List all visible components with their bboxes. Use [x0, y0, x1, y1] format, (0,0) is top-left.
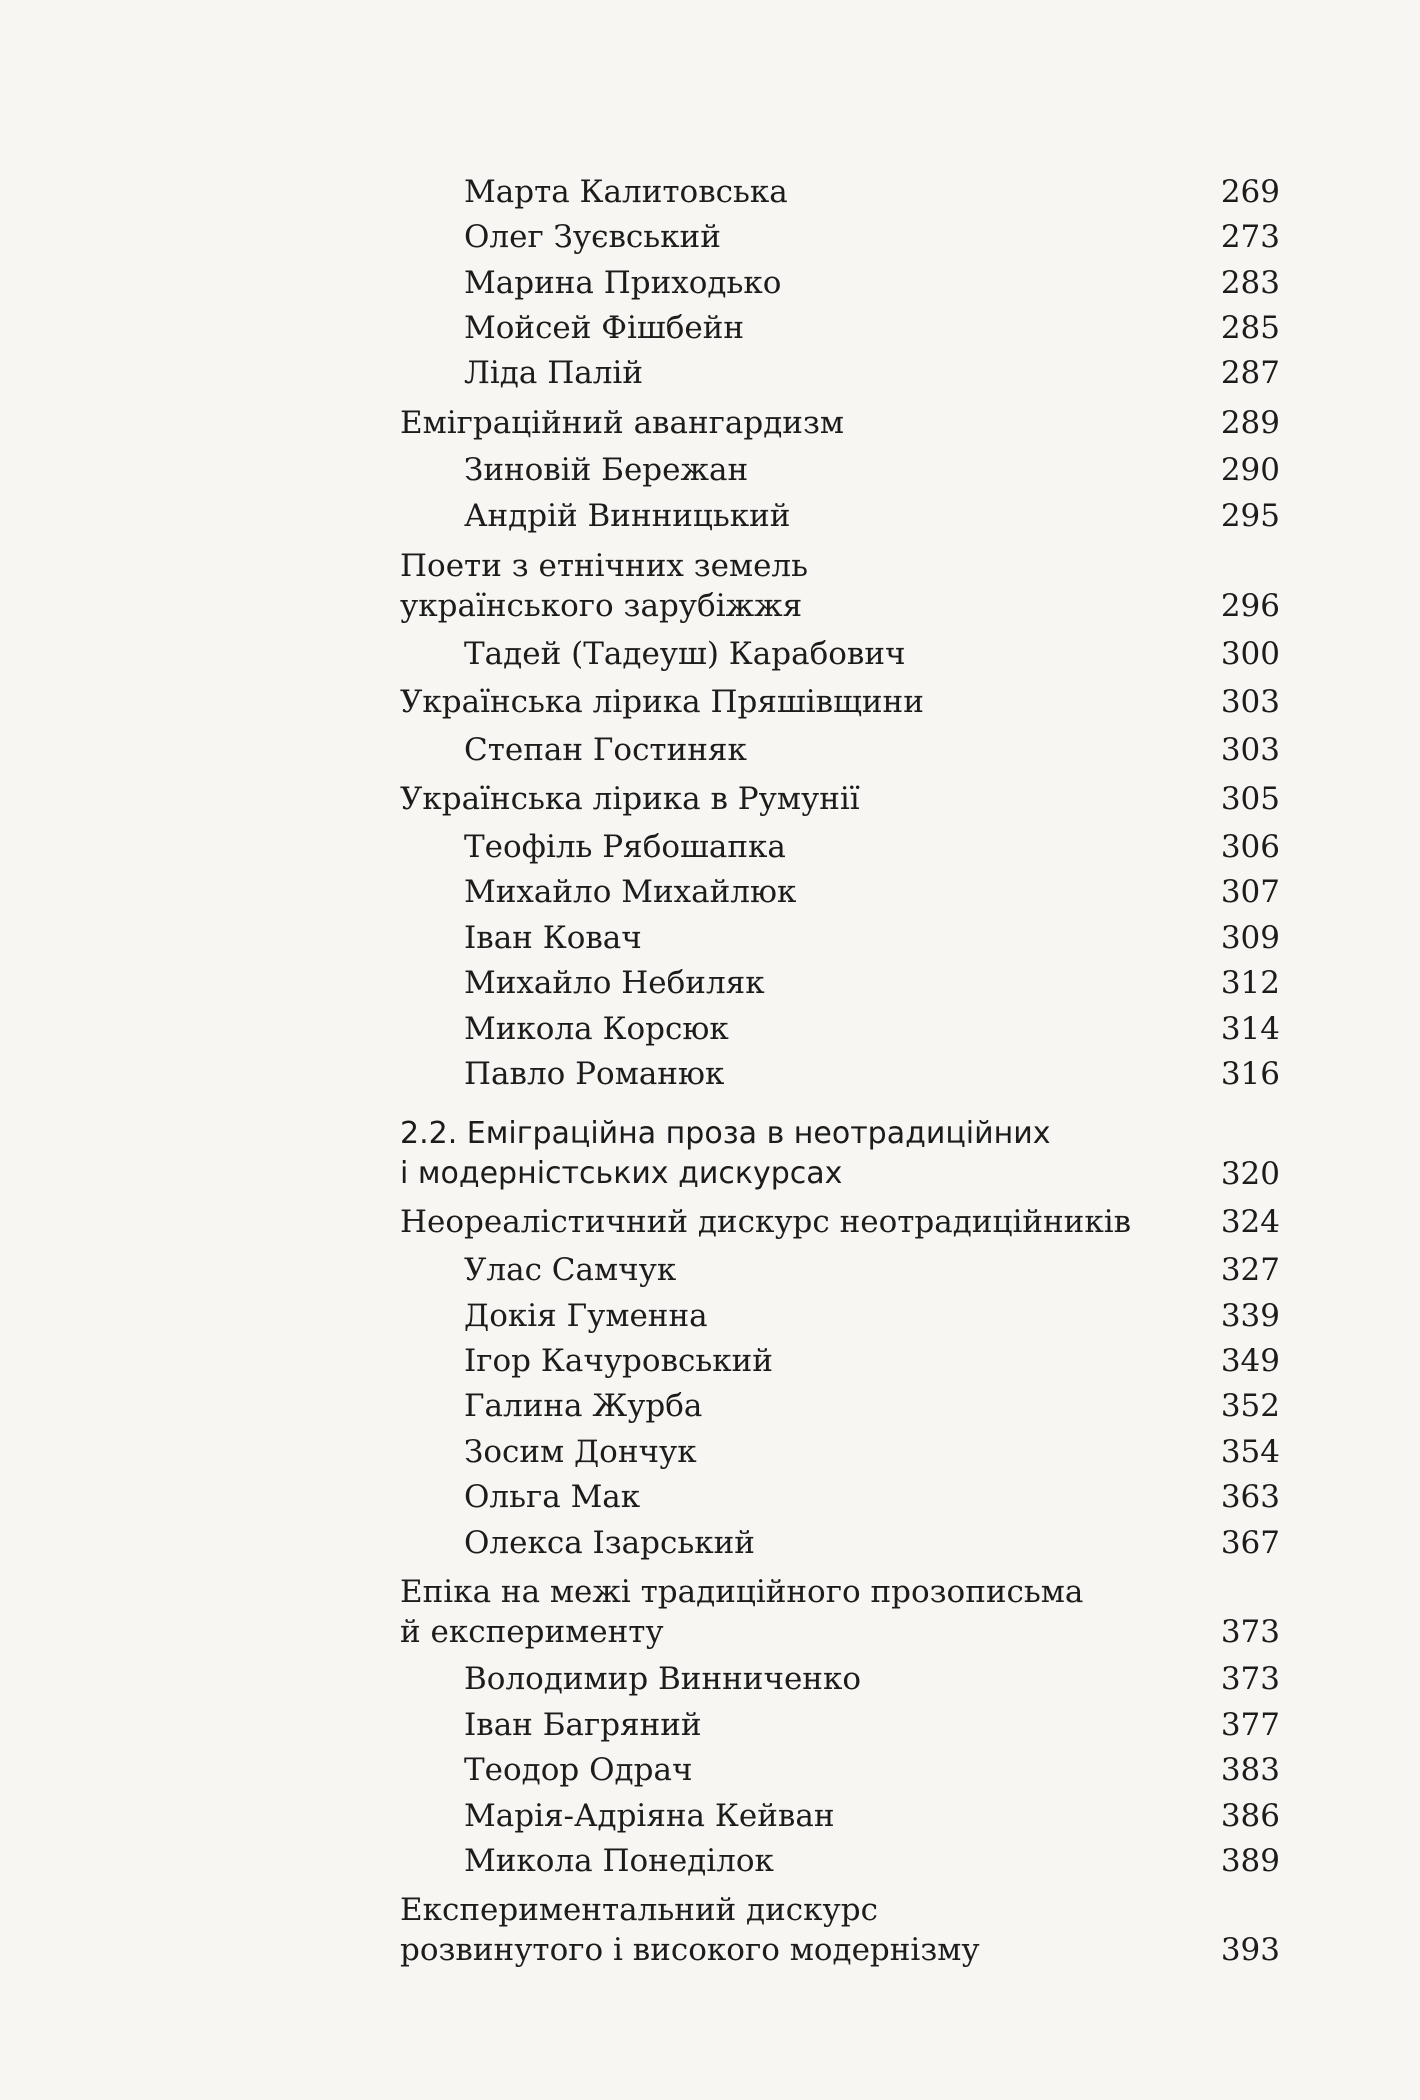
toc-entry-title: Ігор Качуровський [464, 1343, 773, 1379]
toc-entry-title: Марія-Адріяна Кейван [464, 1798, 835, 1834]
toc-entry-page: 373 [1220, 1661, 1280, 1697]
toc-entry-title: Павло Романюк [464, 1056, 725, 1092]
toc-section-title: Українська лірика Пряшівщини [400, 684, 924, 720]
toc-entry-title: Докія Гуменна [464, 1298, 708, 1334]
toc-entry-page: 312 [1220, 965, 1280, 1001]
toc-entry-title: Зиновій Бережан [464, 452, 749, 488]
toc-entry-page: 306 [1220, 829, 1280, 865]
toc-entry-title: Микола Понеділок [464, 1843, 774, 1879]
toc-entry-page: 386 [1220, 1798, 1280, 1834]
toc-entry-page: 287 [1220, 355, 1280, 391]
toc-chapter-title-line1: 2.2. Еміграційна проза в неотрадиційних [400, 1116, 1051, 1151]
toc-entry-title: Андрій Винницький [464, 498, 791, 534]
toc-entry-page: 314 [1220, 1011, 1280, 1047]
toc-entry-title: Володимир Винниченко [464, 1661, 861, 1697]
toc-entry-title: Теодор Одрач [464, 1752, 693, 1788]
toc-entry-page: 367 [1220, 1525, 1280, 1561]
toc-section-page: 324 [1220, 1204, 1280, 1240]
toc-entry-title: Марта Калитовська [464, 174, 788, 210]
toc-section-page: 296 [1220, 588, 1280, 624]
toc-chapter-title-line2: і модерністських дискурсах [400, 1156, 843, 1191]
toc-section-title-line2: й експерименту [400, 1614, 664, 1650]
toc-section [400, 1572, 1280, 1652]
toc-entry-title: Зосим Дончук [464, 1434, 697, 1470]
toc-entry-page: 283 [1220, 265, 1280, 301]
toc-section-page: 289 [1220, 405, 1280, 441]
toc-entry-title: Степан Гостиняк [464, 732, 747, 768]
toc-entry-page: 307 [1220, 874, 1280, 910]
toc-section-title: Неореалістичний дискурс неотрадиційників [400, 1204, 1132, 1240]
toc-entry-title: Ліда Палій [464, 355, 643, 391]
toc-entry-page: 363 [1220, 1479, 1280, 1515]
toc-section-title-line2: розвинутого і високого модернізму [400, 1932, 980, 1968]
toc-entry-page: 349 [1220, 1343, 1280, 1379]
toc-section-page: 373 [1220, 1614, 1280, 1650]
toc-chapter-page: 320 [1220, 1156, 1280, 1192]
toc-section-title-line1: Епіка на межі традиційного прозописьма [400, 1574, 1084, 1610]
toc-entry-title: Тадей (Тадеуш) Карабович [464, 636, 906, 672]
toc-entry-page: 383 [1220, 1752, 1280, 1788]
toc-section [400, 546, 1280, 626]
toc-entry-title: Михайло Михайлюк [464, 874, 797, 910]
toc-section [400, 1890, 1280, 1970]
toc-entry-page: 273 [1220, 219, 1280, 255]
toc-entry-page: 303 [1220, 732, 1280, 768]
toc-entry-title: Марина Приходько [464, 265, 782, 301]
toc-entry-title: Іван Багряний [464, 1707, 702, 1743]
toc-entry-title: Ольга Мак [464, 1479, 641, 1515]
toc-entry-title: Улас Самчук [464, 1252, 677, 1288]
toc-chapter [400, 1114, 1280, 1194]
toc-entry-title: Теофіль Рябошапка [464, 829, 786, 865]
toc-entry-title: Михайло Небиляк [464, 965, 765, 1001]
toc-entry-title: Іван Ковач [464, 920, 642, 956]
toc-section-page: 393 [1220, 1932, 1280, 1968]
toc-entry-page: 309 [1220, 920, 1280, 956]
toc-entry-title: Олег Зуєвський [464, 219, 721, 255]
toc-entry-page: 290 [1220, 452, 1280, 488]
toc-entry-page: 389 [1220, 1843, 1280, 1879]
toc-entry-page: 354 [1220, 1434, 1280, 1470]
toc-entry-page: 352 [1220, 1388, 1280, 1424]
toc-entry-title: Галина Журба [464, 1388, 703, 1424]
toc-section-page: 305 [1220, 781, 1280, 817]
toc-section-title: Еміграційний авангардизм [400, 405, 844, 441]
toc-entry-page: 339 [1220, 1298, 1280, 1334]
toc-entry-page: 285 [1220, 310, 1280, 346]
toc-entry-title: Мойсей Фішбейн [464, 310, 745, 346]
toc-entry-page: 300 [1220, 636, 1280, 672]
toc-section-page: 303 [1220, 684, 1280, 720]
toc-entry-page: 295 [1220, 498, 1280, 534]
toc-entry-page: 377 [1220, 1707, 1280, 1743]
toc-section-title-line1: Поети з етнічних земель [400, 548, 808, 584]
toc-entry-title: Олекса Ізарський [464, 1525, 755, 1561]
toc-entry-page: 327 [1220, 1252, 1280, 1288]
toc-section-title: Українська лірика в Румунії [400, 781, 860, 817]
toc-entry-page: 269 [1220, 174, 1280, 210]
toc-section-title-line2: українського зарубіжжя [400, 588, 803, 624]
toc-section-title-line1: Експериментальний дискурс [400, 1892, 878, 1928]
toc-entry-page: 316 [1220, 1056, 1280, 1092]
toc-entry-title: Микола Корсюк [464, 1011, 729, 1047]
